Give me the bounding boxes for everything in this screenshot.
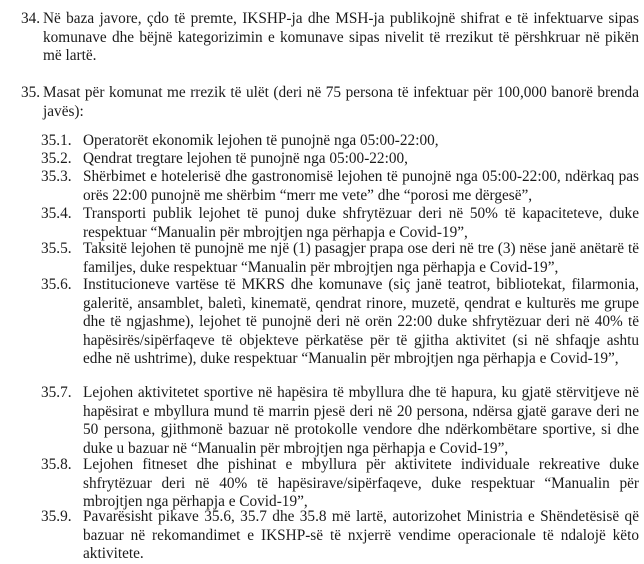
subitem-text: Lejohen aktivitetet sportive në hapësira të mbyllura dhe të hapura, ku gjatë stërvitjeve në hapësirat e mbyllura mund të marrin pjesë deri në 20 persona, ndërsa gjatë garave deri ne 50 persona, gjithmonë bazuar në protokolle vendore dhe ndërkombëtare sportive, si dhe duke u bazuar në “Manualin për mbrojtjen nga përhapja e Covid-19”,: [83, 384, 639, 457]
subitem-text: Operatorët ekonomik lejohen të punojnë nga 05:00-22:00,: [83, 132, 439, 149]
subitem-text: Pavarësisht pikave 35.6, 35.7 dhe 35.8 më lartë, autorizohet Ministria e Shëndetësisë që bazuar në rekomandimet e IKSHP-së të nxjerrë vendime operacionale të ndalojë këto aktivitete.: [83, 508, 639, 563]
subitem-text: Taksitë lejohen të punojnë me një (1) pasagjer prapa ose deri në tre (3) nëse janë anëtarë të familjes, duke respektuar “Manualin për mbrojtjen nga përhapja e Covid-19”,: [83, 240, 639, 276]
subitem-text: Lejohen fitneset dhe pishinat e mbyllura për aktivitete individuale rekreative duke shfrytëzuar deri në 40% të hapësirave/sipërfaqeve, duke respektuar “Manualin për mbrojtjen nga përhapja e Covid-19”,: [83, 456, 639, 511]
subitem-number: 35.1.: [41, 132, 72, 149]
subitem-number: 35.9.: [41, 508, 72, 525]
subitem-number: 35.3.: [41, 168, 72, 185]
subitem-text: Qendrat tregtare lejohen të punojnë nga 05:00-22:00,: [83, 150, 408, 167]
subitem-text: Institucioneve vartëse të MKRS dhe komunave (siç janë teatrot, bibliotekat, filarmonia, galeritë, ansamblet, baletì, kinematë, qendrat rinore, muzetë, qendrat e kulturës me grupe dhe të ngjashme), lejohet të punojnë deri në orën 22:00 duke shfrytëzuar deri në 40% të hapësirës/sipërfaqeve të objekteve përkatëse për të gjitha aktivitet (si në shfaqje ashtu edhe në ushtrime), duke respektuar “Manualin për mbrojtjen nga përhapja e Covid-19”,: [83, 276, 639, 368]
item-text: Në baza javore, çdo të premte, IKSHP-ja dhe MSH-ja publikojnë shifrat e të infektuarve sipas komunave dhe bëjnë kategorizimin e komunave sipas nivelit të rrezikut të përshkruar në pikën më lartë.: [43, 10, 639, 65]
item-text: Masat për komunat me rrezik të ulët (deri në 75 persona të infektuar për 100,000 banorë brenda javës):: [43, 84, 639, 120]
subitem-number: 35.7.: [41, 384, 72, 401]
subitem-text: Shërbimet e hotelerisë dhe gastronomisë lejohen të punojnë nga 05:00-22:00, ndërkaq pas orës 22:00 punojnë me shërbim “merr me vete” dhe “porosi me dërgesë”,: [83, 168, 639, 204]
subitem-number: 35.2.: [41, 150, 72, 167]
subitem-number: 35.6.: [41, 276, 72, 293]
item-number: 34.: [21, 10, 41, 27]
subitem-text: Transporti publik lejohet të punoj duke shfrytëzuar deri në 50% të kapaciteteve, duke respektuar “Manualin për mbrojtjen nga përhapja e Covid-19”,: [83, 205, 639, 241]
subitem-number: 35.5.: [41, 240, 72, 257]
subitem-number: 35.4.: [41, 205, 72, 222]
subitem-number: 35.8.: [41, 456, 72, 473]
item-number: 35.: [21, 84, 41, 101]
